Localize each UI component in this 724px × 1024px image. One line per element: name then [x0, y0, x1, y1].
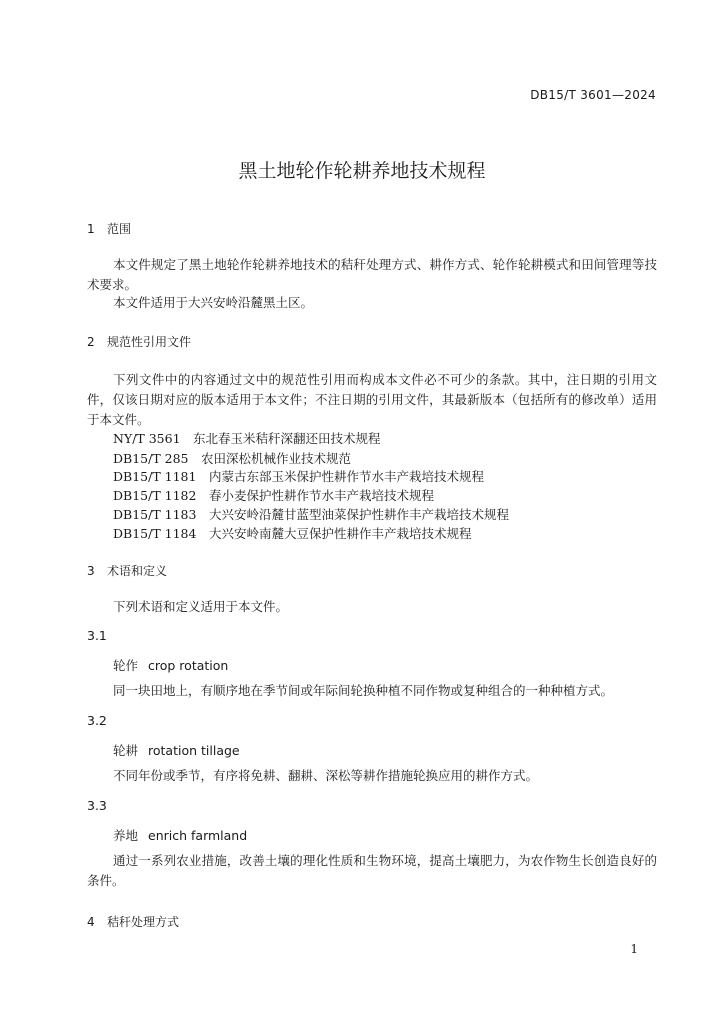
term-zh: 轮作 [113, 658, 139, 673]
section-title: 术语和定义 [107, 564, 168, 578]
section-title: 范围 [107, 222, 132, 236]
section-4-heading [87, 913, 179, 930]
document-code: DB15/T 3601—2024 [530, 88, 656, 102]
term-en: enrich farmland [148, 828, 248, 843]
term-number: 3.1 [87, 628, 107, 643]
term-number: 3.3 [87, 798, 107, 813]
term-number: 3.2 [87, 713, 107, 728]
term-zh: 轮耕 [113, 743, 139, 758]
reference-item: DB15/T 1184 大兴安岭南麓大豆保护性耕作丰产栽培技术规程 [113, 526, 472, 541]
section-3-heading [87, 562, 167, 579]
section-1-paragraph-2: 本文件适用于大兴安岭沿麓黑土区。 [113, 295, 314, 310]
reference-item: DB15/T 1183 大兴安岭沿麓甘蓝型油菜保护性耕作丰产栽培技术规程 [113, 507, 509, 522]
page-title: 黑土地轮作轮耕养地技术规程 [238, 160, 486, 182]
section-number: 1 [87, 222, 95, 236]
term-entry [113, 656, 228, 674]
section-2-heading [87, 333, 191, 350]
term-entry [113, 826, 247, 844]
section-3-paragraph-1: 下列术语和定义适用于本文件。 [113, 599, 289, 614]
reference-item: DB15/T 285 农田深松机械作业技术规范 [113, 451, 351, 466]
term-entry [113, 741, 240, 759]
section-number: 4 [87, 915, 95, 929]
section-title: 秸秆处理方式 [107, 915, 180, 929]
section-title: 规范性引用文件 [107, 335, 192, 349]
term-en: rotation tillage [148, 743, 240, 758]
term-definition: 同一块田地上，有顺序地在季节间或年际间轮换种植不同作物或复种组合的一种种植方式。 [113, 683, 614, 698]
reference-item: DB15/T 1182 春小麦保护性耕作节水丰产栽培技术规程 [113, 488, 434, 503]
reference-item: DB15/T 1181 内蒙古东部玉米保护性耕作节水丰产栽培技术规程 [113, 469, 484, 484]
section-number: 3 [87, 564, 95, 578]
section-2-paragraph-1: 下列文件中的内容通过文中的规范性引用而构成本文件必不可少的条款。其中，注日期的引用文件，仅该日期对应的版本适用于本文件；不注日期的引用文件，其最新版本（包括所有的修改单）适用于本文件。 [87, 372, 657, 427]
section-1-heading [87, 220, 131, 237]
term-definition: 不同年份或季节，有序将免耕、翻耕、深松等耕作措施轮换应用的耕作方式。 [113, 768, 539, 783]
term-zh: 养地 [113, 828, 139, 843]
reference-item: NY/T 3561 东北春玉米秸秆深翻还田技术规程 [113, 431, 381, 446]
page-number: 1 [630, 942, 638, 956]
section-number: 2 [87, 335, 95, 349]
term-en: crop rotation [148, 658, 229, 673]
section-1-paragraph-1: 本文件规定了黑土地轮作轮耕养地技术的秸秆处理方式、耕作方式、轮作轮耕模式和田间管理等技术要求。 [87, 257, 657, 292]
term-definition: 通过一系列农业措施，改善土壤的理化性质和生物环境，提高土壤肥力，为农作物生长创造良好的条件。 [87, 853, 657, 888]
